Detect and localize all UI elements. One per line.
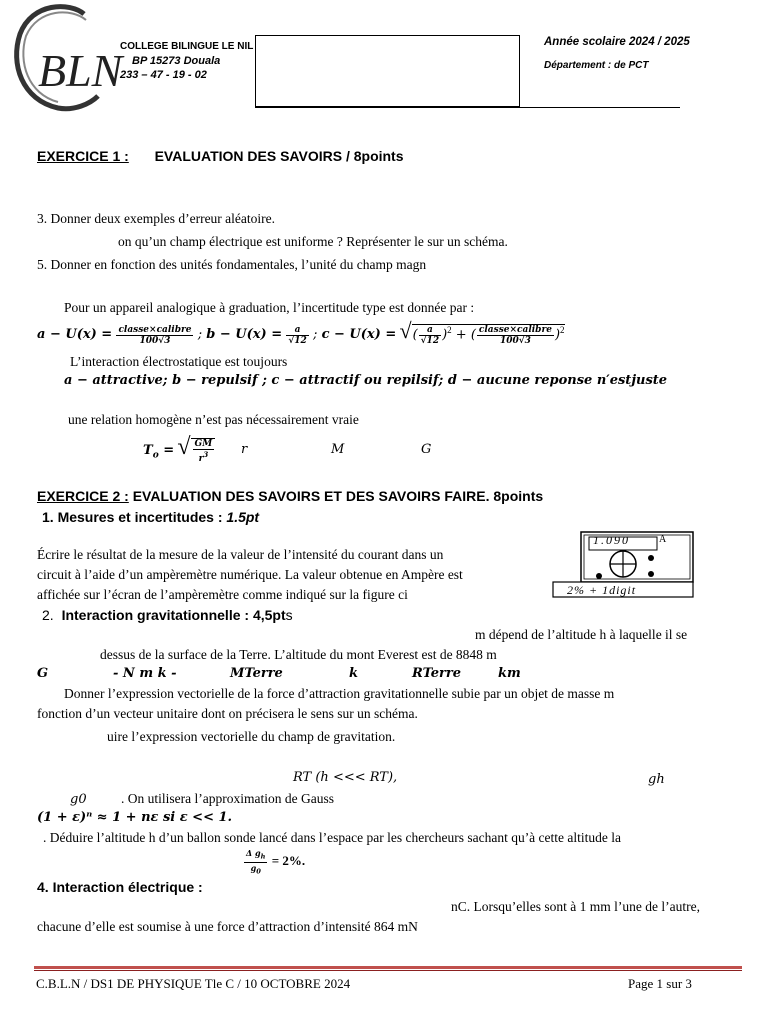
page-number: Page 1 sur 3 [628,976,692,991]
school-phone: 233 – 47 - 19 - 02 [120,69,207,81]
ratio-formula: $\frac{\Delta g_h}{g_0}$ = 2%. [246,848,306,876]
part-2-line-1: m dépend de l’altitude h à laquelle il se [475,627,688,642]
part-4-line-1: nC. Lorsqu’elles sont à 1 mm l’une de l’autre, [451,899,700,914]
header-rule [255,107,680,108]
question-8: une relation homogène n’est pas nécessairement vraie [68,412,359,427]
period-formula: $T_o$ = √ $\frac{GM}{r^3}$ [143,434,215,464]
school-info [120,40,253,82]
part-2-line-4: Donner l’expression vectorielle de la force d’attraction gravitationnelle subie par un objet de masse m [64,686,615,701]
variable-r: r [241,442,248,457]
question-7: L’interaction électrostatique est toujours [70,354,288,369]
part-2-line-2: dessus de la surface de la Terre. L’altitude du mont Everest est de 8848 m [100,647,497,662]
meter-unit: A [659,534,667,545]
footer-rule [34,970,742,971]
part-2-line-6: uire l’expression vectorielle du champ de gravitation. [107,729,396,744]
part-1-heading [42,509,259,525]
part-2-line-7: RT (h <<< RT), [293,770,398,785]
const-r-terre: RTerre [412,666,461,681]
exercise-2-heading [37,488,543,504]
part-1-points: 1.5pt [222,509,260,525]
question-4: on qu’un champ électrique est uniforme ? Représenter le sur un schéma. [118,234,508,249]
part-2-gh: gh [648,772,665,787]
question-6: Pour un appareil analogique à graduation, l’incertitude type est donnée par : [64,300,475,315]
part-1-line-3: affichée sur l’écran de l’ampèremètre comme indiqué sur la figure ci [37,587,408,602]
footer-left: C.B.L.N / DS1 DE PHYSIQUE Tle C / 10 OCTOBRE 2024 [36,976,351,991]
school-postal: BP 15273 Douala [132,55,221,67]
student-name-box[interactable] [255,35,520,107]
part-2-title-s: s [285,607,293,623]
const-G: G [37,666,49,681]
part-1-line-2: circuit à l’aide d’un ampèremètre numérique. La valeur obtenue en Ampère est [37,567,463,582]
meter-reading: 1.090 [593,533,630,547]
const-k: k [349,666,359,681]
ratio-value: = 2%. [271,853,306,869]
const-m-terre: MTerre [230,666,283,681]
part-2-line-5: fonction d’un vecteur unitaire dont on précisera le sens sur un schéma. [37,706,418,721]
question-7-options: a − attractive; b − repulsif ; c − attractif ou repilsif; d − aucune reponse n′estjuste [64,373,668,388]
part-4-line-2: chacune d’elle est soumise à une force d’attraction d’intensité 864 mN [37,919,418,934]
question-3: 3. Donner deux exemples d’erreur aléatoire. [37,211,276,226]
const-units: - N m k - [113,666,177,681]
part-2-line-8: . On utilisera l’approximation de Gauss [121,791,334,806]
footer-rule-accent [34,966,742,969]
part-2-line-9: . Déduire l’altitude h d’un ballon sonde lancé dans l’espace par les chercheurs sachant qu’à cette altitude la [43,830,622,845]
part-2-heading [42,607,293,623]
uncertainty-formulas: a − U(x) = $\frac{\text{classe×calibre}}{100√3}$ ; b − U(x) = $\frac{a}{√12}$ ; c − U(x) = √( $\frac{a}{√12}$ )$^2$ + ( $\frac{\text{classe×calibre}}{100√3}$ )$^2$ [37,318,565,346]
gauss-approximation: (1 + ε)ⁿ ≈ 1 + nε si ε << 1. [37,810,233,825]
school-logo [12,4,123,110]
exercise-1-title: EXERCICE 1 : [37,148,129,164]
cbln-logo-icon [12,4,123,110]
part-4-title: 4. Interaction électrique : [37,879,203,895]
svg-text:BLN: BLN [38,45,123,96]
school-year: Année scolaire 2024 / 2025 [544,36,690,48]
part-2-title: Interaction gravitationnelle : 4,5pt [61,607,286,623]
school-name: COLLEGE BILINGUE LE NIL [120,41,254,52]
part-1-title: 1. Mesures et incertitudes : [42,509,223,525]
part-2-number: 2. [42,607,54,623]
meter-precision: 2% + 1digit [567,583,637,597]
department: Département : de PCT [544,60,649,71]
exercise-2-title: EXERCICE 2 : [37,488,129,504]
exercise-1-heading [37,148,404,164]
ammeter-figure [553,530,693,600]
variable-G: G [421,442,432,457]
part-2-g0: g0 [70,792,87,807]
exercise-2-subtitle: EVALUATION DES SAVOIRS ET DES SAVOIRS FAIRE. 8points [128,488,544,504]
part-1-line-1: Écrire le résultat de la mesure de la valeur de l’intensité du courant dans un [37,547,444,562]
const-km: km [498,666,521,681]
question-5: 5. Donner en fonction des unités fondamentales, l’unité du champ magn [37,257,427,272]
exercise-1-subtitle: EVALUATION DES SAVOIRS / 8points [154,148,404,164]
variable-M: M [331,442,345,457]
